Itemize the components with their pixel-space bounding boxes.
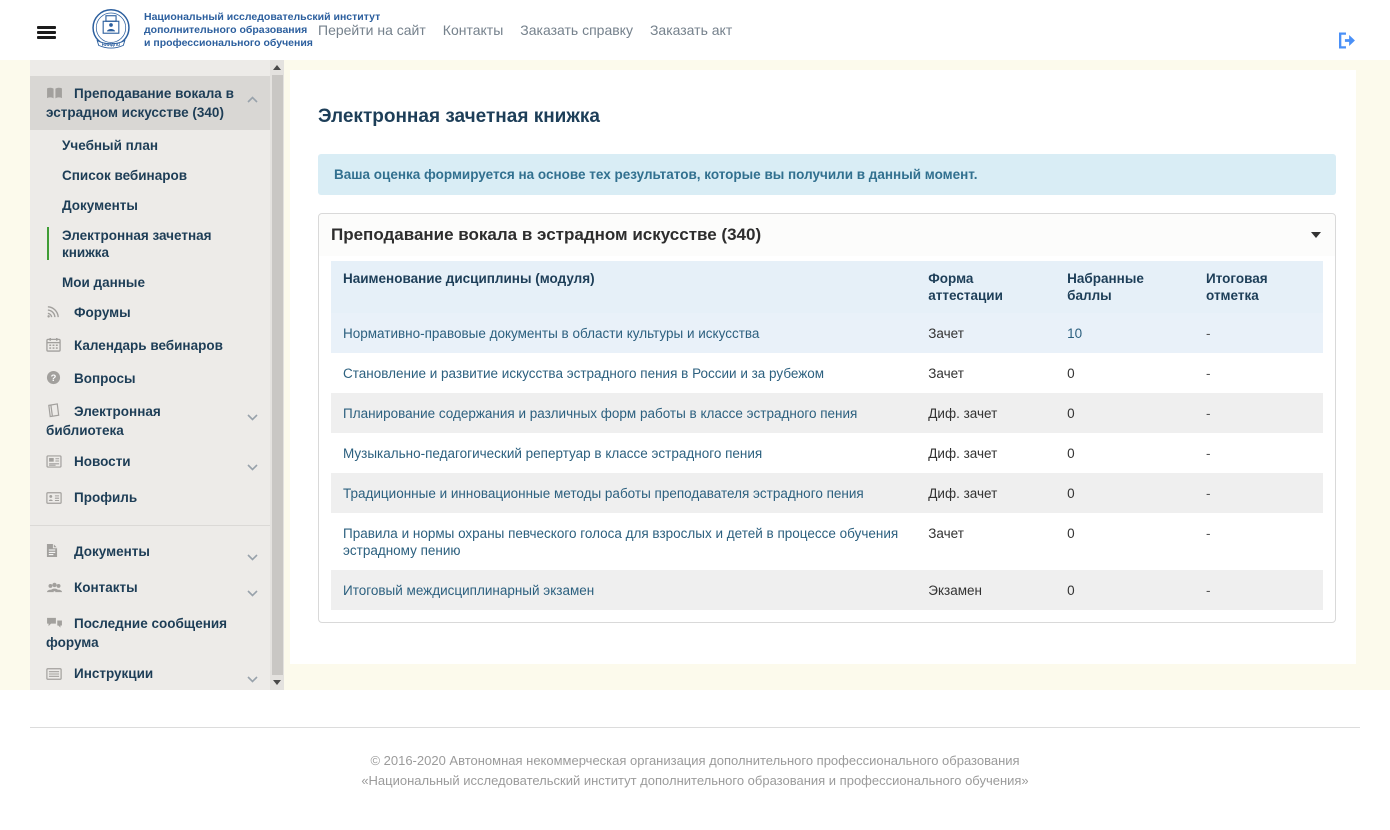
chevron-up-icon [247,90,258,107]
attestation-form: Диф. зачет [928,445,998,461]
sidebar-item-documents[interactable]: Документы [62,197,138,213]
question-icon [46,370,63,389]
sidebar-item-latest-forum-posts[interactable]: Последние сообщения форума [46,616,228,650]
svg-text:?: ? [50,372,57,383]
page-title: Электронная зачетная книжка [318,106,600,127]
scroll-down-icon[interactable] [273,680,281,685]
nav-link-contacts[interactable]: Контакты [442,22,504,38]
discipline-name: Нормативно-правовые документы в области культуры и искусства [343,325,760,341]
discipline-name: Правила и нормы охраны певческого голоса для взрослых и детей в процессе обучения эстрадному пению [343,525,899,558]
points-value: 0 [1067,445,1075,461]
id-card-icon [46,491,63,508]
chevron-down-icon [247,458,258,475]
sidebar-menu [30,60,270,777]
column-final-mark: Итоговая отметка [1194,261,1323,313]
sidebar-item-documents-section[interactable]: Документы [30,536,270,572]
points-value: 0 [1067,485,1075,501]
logout-button[interactable] [1336,32,1356,49]
points-value: 0 [1067,405,1075,421]
newspaper-icon [46,455,63,472]
chat-icon [46,617,63,634]
final-mark: - [1206,445,1211,461]
final-mark: - [1206,405,1211,421]
table-row[interactable] [331,433,1323,473]
sidebar-scrollbar[interactable] [270,60,284,690]
footer-line-2: «Национальный исследовательский институт дополнительного образования и профессионального обучения» [361,773,1029,788]
table-row[interactable] [331,473,1323,513]
header [0,0,1390,60]
attestation-form: Зачет [928,325,964,341]
list-icon [46,667,63,684]
chevron-down-icon [247,584,258,601]
column-attestation: Форма аттестации [916,261,1055,313]
table-row[interactable] [331,393,1323,433]
logout-icon [1337,37,1356,52]
sidebar-item-grade-book[interactable]: Электронная зачетная книжка [30,220,270,267]
scrollbar-thumb[interactable] [272,75,283,675]
sidebar-divider [30,525,270,526]
final-mark: - [1206,582,1211,598]
attestation-form: Диф. зачет [928,485,998,501]
sidebar-item-my-data[interactable]: Мои данные [62,274,145,290]
sidebar-item-webinar-calendar[interactable]: Календарь вебинаров [30,330,270,363]
table-row[interactable] [331,353,1323,393]
info-alert: Ваша оценка формируется на основе тех результатов, которые вы получили в данный момент. [318,154,1336,195]
sidebar-item-webinar-list[interactable]: Список вебинаров [62,167,188,183]
course-panel [318,213,1336,623]
document-icon [46,543,63,562]
scroll-up-icon[interactable] [273,65,281,70]
institute-emblem-icon [88,7,134,53]
points-value: 0 [1067,525,1075,541]
footer-text [0,751,1390,791]
logo-text: Национальный исследовательский институт дополнительного образования и профессионального обучения [144,10,381,49]
book-icon [46,403,63,422]
table-header-row [331,261,1323,313]
grades-table [331,261,1323,610]
open-book-icon [46,87,63,104]
top-nav [318,0,732,60]
footer [0,690,1390,830]
sidebar-item-news[interactable]: Новости [30,446,270,482]
nav-link-order-certificate[interactable]: Заказать справку [520,22,633,38]
course-panel-header[interactable] [319,214,1335,256]
table-row[interactable] [331,570,1323,610]
final-mark: - [1206,525,1211,541]
main-card [290,70,1356,664]
final-mark: - [1206,325,1211,341]
final-mark: - [1206,365,1211,381]
sidebar-item-study-plan[interactable]: Учебный план [62,137,159,153]
attestation-form: Зачет [928,525,964,541]
final-mark: - [1206,485,1211,501]
sidebar-item-profile[interactable]: Профиль [30,482,270,515]
points-value: 0 [1067,582,1075,598]
attestation-form: Диф. зачет [928,405,998,421]
attestation-form: Зачет [928,365,964,381]
sidebar-item-course[interactable]: Преподавание вокала в эстрадном искусстве (340) [30,76,270,130]
users-icon [46,581,63,598]
discipline-name: Становление и развитие искусства эстрадного пения в России и за рубежом [343,365,825,381]
forums-icon [46,304,63,323]
column-discipline: Наименование дисциплины (модуля) [331,261,916,313]
sidebar-item-contacts[interactable]: Контакты [30,572,270,608]
column-points: Набранные баллы [1055,261,1194,313]
course-panel-title: Преподавание вокала в эстрадном искусстве (340) [331,225,762,244]
collapse-caret-icon[interactable] [1311,232,1321,238]
sidebar-item-forums[interactable]: Форумы [30,297,270,330]
sidebar-item-questions[interactable]: ? Вопросы [30,363,270,396]
table-row[interactable] [331,513,1323,570]
chevron-down-icon [247,408,258,425]
discipline-name: Планирование содержания и различных форм работы в классе эстрадного пения [343,405,858,421]
hamburger-menu-button[interactable] [37,26,56,39]
grades-table-wrapper [319,256,1335,622]
nav-link-go-to-site[interactable]: Перейти на сайт [318,22,426,38]
sidebar-item-e-library[interactable]: Электронная библиотека [30,396,270,446]
content-background [0,60,1390,690]
chevron-down-icon [247,548,258,565]
chevron-down-icon [247,670,258,687]
discipline-name: Итоговый междисциплинарный экзамен [343,582,595,598]
discipline-name: Традиционные и инновационные методы работы преподавателя эстрадного пения [343,485,864,501]
footer-divider [30,727,1360,728]
nav-link-order-act[interactable]: Заказать акт [649,22,733,38]
points-value: 10 [1067,325,1083,341]
calendar-icon [46,337,63,356]
sidebar-item-instructions[interactable]: Инструкции [30,658,270,694]
attestation-form: Экзамен [928,582,982,598]
discipline-name: Музыкально-педагогический репертуар в классе эстрадного пения [343,445,763,461]
footer-line-1: © 2016-2020 Автономная некоммерческая организация дополнительного профессионального образования [370,753,1020,768]
svg-text:НИИДПО: НИИДПО [101,42,121,48]
points-value: 0 [1067,365,1075,381]
sidebar [30,60,284,690]
table-row[interactable] [331,313,1323,353]
